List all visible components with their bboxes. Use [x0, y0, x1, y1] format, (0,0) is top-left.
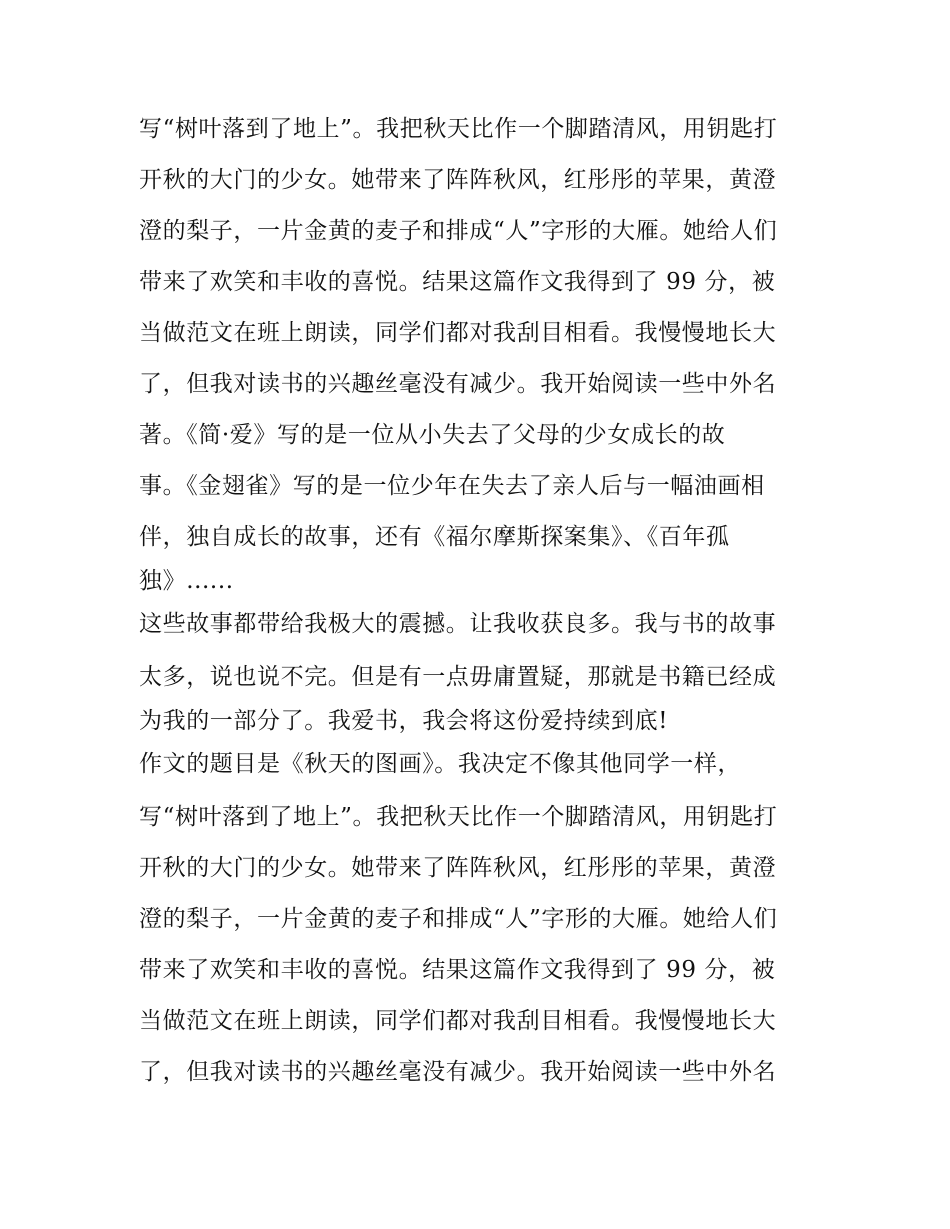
text-line: 这些故事都带给我极大的震撼。让我收获良多。我与书的故事	[139, 611, 777, 637]
text-line: 开秋的大门的少女。她带来了阵阵秋风，红彤彤的苹果，黄澄	[139, 855, 777, 881]
text-line: 太多，说也说不完。但是有一点毋庸置疑，那就是书籍已经成	[139, 664, 777, 690]
text-line: 开秋的大门的少女。她带来了阵阵秋风，红彤彤的苹果，黄澄	[139, 167, 777, 193]
text-line: 澄的梨子，一片金黄的麦子和排成“人”字形的大雁。她给人们	[139, 218, 778, 244]
text-line: 写“树叶落到了地上”。我把秋天比作一个脚踏清风，用钥匙打	[139, 116, 778, 142]
essay-text	[139, 104, 829, 1098]
text-line: 了，但我对读书的兴趣丝毫没有减少。我开始阅读一些中外名	[139, 371, 777, 397]
text-line: 带来了欢笑和丰收的喜悦。结果这篇作文我得到了 99 分，被	[139, 957, 776, 983]
text-line: 当做范文在班上朗读，同学们都对我刮目相看。我慢慢地长大	[139, 1008, 777, 1034]
text-line: 事。《金翅雀》写的是一位少年在失去了亲人后与一幅油画相	[139, 473, 765, 499]
text-line: 澄的梨子，一片金黄的麦子和排成“人”字形的大雁。她给人们	[139, 906, 778, 932]
text-line: 为我的一部分了。我爱书，我会将这份爱持续到底!	[139, 708, 669, 734]
text-line: 独》......	[139, 568, 234, 594]
text-line: 了，但我对读书的兴趣丝毫没有减少。我开始阅读一些中外名	[139, 1059, 777, 1085]
text-line: 伴，独自成长的故事，还有《福尔摩斯探案集》、《百年孤	[139, 524, 730, 550]
text-line: 作文的题目是《秋天的图画》。我决定不像其他同学一样，	[139, 751, 742, 777]
text-line: 写“树叶落到了地上”。我把秋天比作一个脚踏清风，用钥匙打	[139, 804, 778, 830]
text-line: 当做范文在班上朗读，同学们都对我刮目相看。我慢慢地长大	[139, 320, 777, 346]
text-line: 带来了欢笑和丰收的喜悦。结果这篇作文我得到了 99 分，被	[139, 269, 776, 295]
text-line: 著。《简·爱》写的是一位从小失去了父母的少女成长的故	[139, 422, 726, 448]
